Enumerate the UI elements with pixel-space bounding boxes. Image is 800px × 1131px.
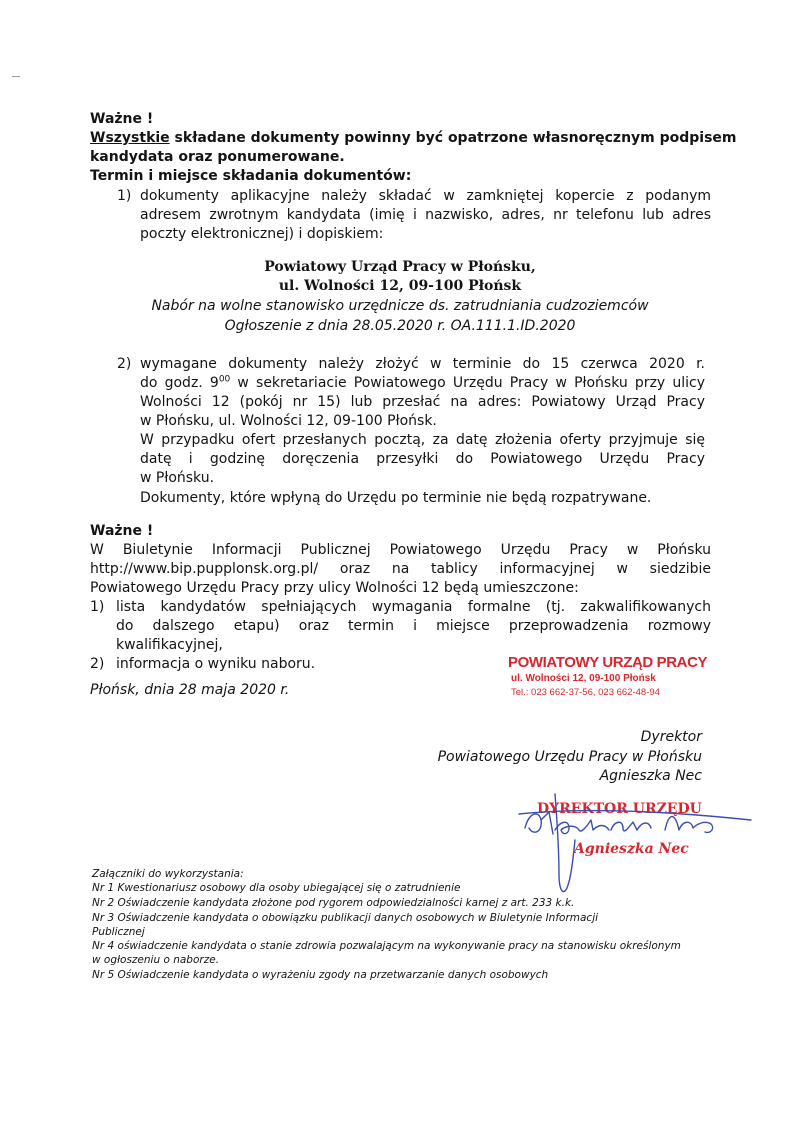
notice-heading: Ważne ! [90, 111, 154, 127]
hour-text: do godz. 9 [140, 375, 219, 391]
office-street: ul. Wolności 12, 09-100 Płońsk [278, 278, 522, 294]
attachments-heading: Załączniki do wykorzystania: [92, 868, 244, 880]
attachment-item: Nr 1 Kwestionariusz osobowy dla osoby ubiegającej się o zatrudnienie [92, 882, 461, 894]
stamp-phone: Tel.: 023 662-37-56, 023 662-48-94 [511, 687, 660, 698]
list-item-line: dokumenty aplikacyjne należy składać w zamkniętej kopercie z podanym [140, 188, 711, 204]
office-stamp [508, 654, 707, 700]
list-item-line: Wolności 12 (pokój nr 15) lub przesłać na adres: Powiatowy Urząd Pracy [140, 394, 705, 410]
list-number: 2) [90, 656, 105, 672]
list-item-line [140, 374, 705, 393]
notice-line-rest: składane dokumenty powinny być opatrzone własnoręcznym podpisem [169, 130, 737, 146]
announcement-ref: Ogłoszenie z dnia 28.05.2020 r. OA.111.1.ID.2020 [224, 318, 576, 334]
list-item-line: adresem zwrotnym kandydata (imię i nazwisko, adres, nr telefonu lub adres [140, 207, 711, 223]
list-number: 1) [90, 599, 105, 615]
list-item-line: informacja o wyniku naboru. [116, 656, 316, 672]
attachment-item: Nr 2 Oświadczenie kandydata złożone pod rygorem odpowiedzialności karnej z art. 233 k.k. [92, 897, 575, 909]
office-name: Powiatowy Urząd Pracy w Płońsku, [264, 259, 536, 275]
signatory-name: Agnieszka Nec [599, 768, 702, 784]
list-item-line: poczty elektronicznej) i dopiskiem: [140, 226, 384, 242]
notice-heading: Ważne ! [90, 523, 154, 539]
signatory-office: Powiatowego Urzędu Pracy w Płońsku [437, 749, 702, 765]
list-item-line: w Płońsku. [140, 470, 215, 486]
notice-line: W Biuletynie Informacji Publicznej Powiatowego Urzędu Pracy w Płońsku [90, 542, 711, 558]
notice-line: http://www.bip.pupplonsk.org.pl/ oraz na tablicy informacyjnej w siedzibie [90, 561, 711, 577]
notice-line: kandydata oraz ponumerowane. [90, 149, 345, 165]
attachment-item: Publicznej [92, 926, 145, 938]
attachment-item: Nr 4 oświadczenie kandydata o stanie zdrowia pozwalającym na wykonywanie pracy na stanowisku określonym [92, 940, 681, 952]
hour-superscript: 00 [218, 374, 231, 385]
signatory-title: Dyrektor [640, 729, 702, 745]
list-item-line: Dokumenty, które wpłyną do Urzędu po terminie nie będą rozpatrywane. [140, 490, 652, 506]
handwritten-signature [515, 790, 755, 900]
signature-stamp-name: Agnieszka Nec [574, 841, 689, 857]
attachment-item: w ogłoszeniu o naborze. [92, 954, 220, 966]
margin-mark [12, 76, 20, 77]
list-item-line: wymagane dokumenty należy złożyć w terminie do 15 czerwca 2020 r. [140, 356, 705, 372]
notice-line [90, 129, 737, 148]
stamp-address: ul. Wolności 12, 09-100 Płońsk [511, 673, 656, 684]
attachment-item: Nr 3 Oświadczenie kandydata o obowiązku publikacji danych osobowych w Biuletynie Informacji [92, 912, 599, 924]
attachment-item: Nr 5 Oświadczenie kandydata o wyrażeniu zgody na przetwarzanie danych osobowych [92, 969, 549, 981]
list-item-line: lista kandydatów spełniających wymagania formalne (tj. zakwalifikowanych [116, 599, 711, 615]
list-item-line: W przypadku ofert przesłanych pocztą, za datę złożenia oferty przyjmuje się [140, 432, 705, 448]
list-item-line: kwalifikacyjnej, [116, 637, 223, 653]
underlined-word: Wszystkie [90, 130, 170, 146]
recruitment-title: Nabór na wolne stanowisko urzędnicze ds. zatrudniania cudzoziemców [151, 298, 649, 314]
place-date: Płońsk, dnia 28 maja 2020 r. [90, 682, 290, 698]
list-item-line: do dalszego etapu) oraz termin i miejsce przeprowadzenia rozmowy [116, 618, 711, 634]
list-item-line: datę i godzinę doręczenia przesyłki do Powiatowego Urzędu Pracy [140, 451, 705, 467]
notice-line: Powiatowego Urzędu Pracy przy ulicy Wolności 12 będą umieszczone: [90, 580, 579, 596]
list-item-line: w Płońsku, ul. Wolności 12, 09-100 Płońsk. [140, 413, 437, 429]
submission-heading: Termin i miejsce składania dokumentów: [90, 168, 412, 184]
list-number: 1) [117, 188, 132, 204]
signature-stamp-title: DYREKTOR URZĘDU [537, 801, 702, 817]
stamp-office-name: POWIATOWY URZĄD PRACY [508, 654, 708, 671]
list-number: 2) [117, 356, 132, 372]
hour-rest: w sekretariacie Powiatowego Urzędu Pracy w Płońsku przy ulicy [230, 375, 705, 391]
